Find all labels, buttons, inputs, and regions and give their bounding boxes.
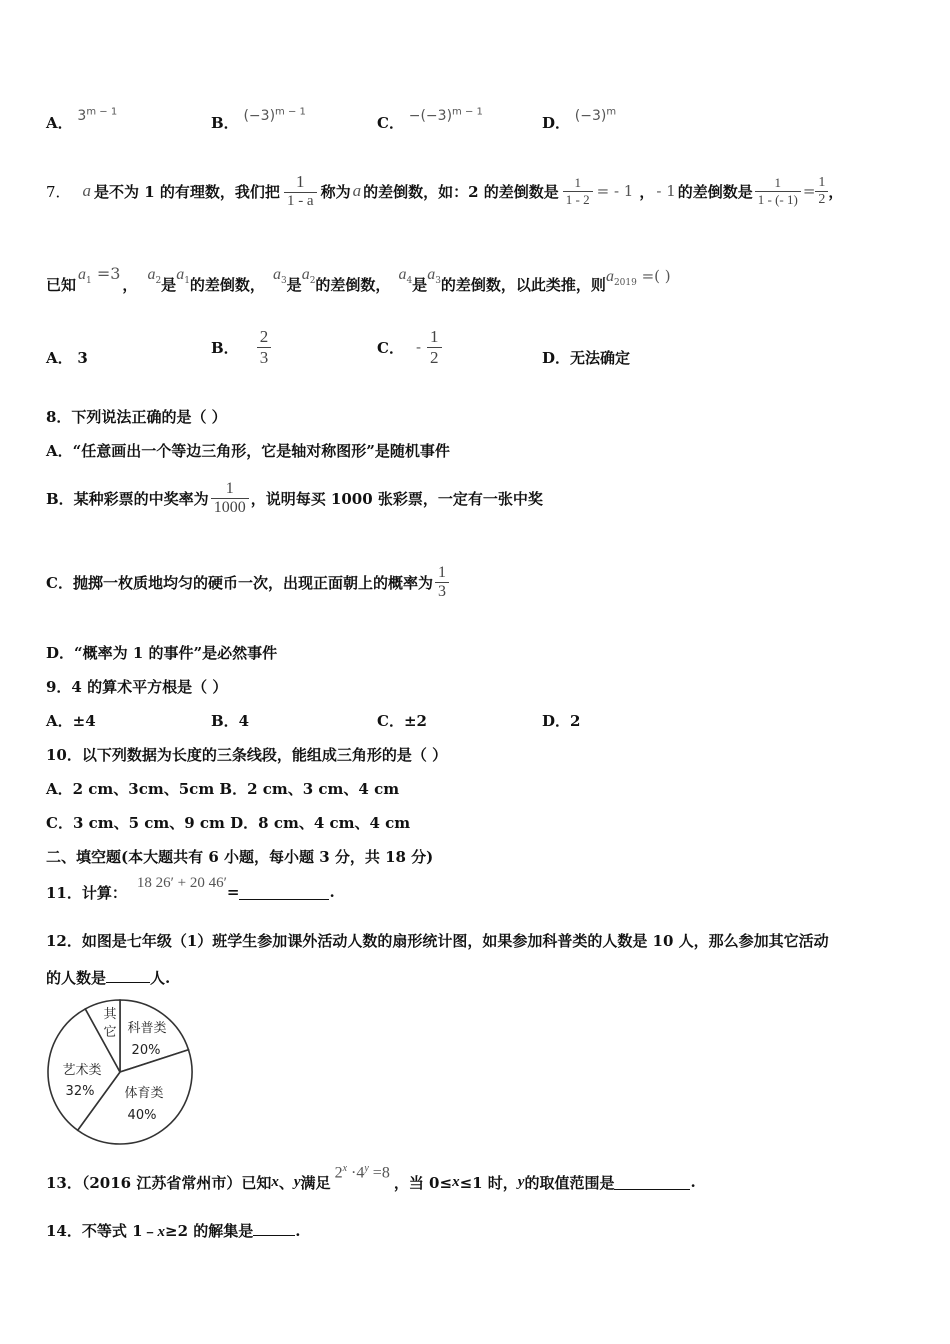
q7-fraction-2: $\frac{1}{1 - 2}$: [563, 175, 593, 208]
q7-option-b: B． $\frac{2}{3}$: [211, 322, 271, 372]
q6-option-b: B． $(-3)^{m - 1}$: [211, 106, 306, 132]
q11: 11．计算： 18 26′ + 20 46′ = .: [46, 874, 335, 902]
q10-options-cd: C．3 cm、5 cm、9 cm D．8 cm、4 cm、4 cm: [46, 814, 411, 832]
pie-label-science-pct: 20%: [131, 1043, 161, 1058]
pie-label-art-pct: 32%: [65, 1084, 95, 1099]
q6-option-c: C． $-(-3)^{m - 1}$: [377, 106, 483, 132]
q7-fraction-1: $\frac{1}{1 - a}$: [284, 172, 317, 210]
q14: 14．不等式 1﹣x≥2 的解集是 .: [46, 1222, 301, 1240]
q8-option-d: D．“概率为 1 的事件”是必然事件: [46, 644, 278, 662]
q9-option-c: C．±2: [377, 712, 427, 730]
q9-option-b: B．4: [211, 712, 250, 730]
pie-label-other-2: 它: [103, 1025, 117, 1040]
q7-fraction-3: $\frac{1}{1 - (- 1)}$: [755, 175, 801, 208]
q7-stem-line1: 7． a 是不为 1 的有理数，我们把 $\frac{1}{1 - a}$ 称为 a 的差倒数，如：2 的差倒数是 $\frac{1}{1 - 2}$ = - 1 ， - 1 的差倒数是 $\frac{1}{1 - (- 1)}$ = $\frac{1}{2}$ ，: [46, 172, 844, 209]
pie-label-sport-pct: 40%: [127, 1108, 157, 1123]
q7-option-d: D．无法确定: [542, 349, 631, 367]
q12-answer-blank[interactable]: [106, 968, 150, 983]
q9-option-d: D．2: [542, 712, 581, 730]
q8-stem: 8．下列说法正确的是（ ）: [46, 408, 227, 426]
q7-option-a: A． 3: [46, 349, 88, 367]
q13-answer-blank[interactable]: [614, 1175, 690, 1190]
q12-line1: 12．如图是七年级（1）班学生参加课外活动人数的扇形统计图，如果参加科普类的人数是 10 人，那么参加其它活动: [46, 932, 829, 950]
q7-fraction-4: $\frac{1}{2}$: [815, 175, 828, 208]
q9-option-a: A．±4: [46, 712, 96, 730]
q10-stem: 10．以下列数据为长度的三条线段，能组成三角形的是（ ）: [46, 746, 448, 764]
q12-line2: 的人数是 人.: [46, 969, 171, 987]
pie-label-sport: 体育类: [124, 1086, 164, 1101]
q7-stem-line2: 已知 $a_1 =3$ ， $a_2$ 是 $a_1$ 的差倒数， $a_3$ 是 $a_2$ 的差倒数， $a_4$ 是 $a_3$ 的差倒数，以此类推，则 $a_{2019}$ =( ): [46, 264, 671, 294]
pie-label-science: 科普类: [127, 1021, 167, 1036]
pie-chart: [44, 996, 200, 1148]
q14-answer-blank[interactable]: [253, 1221, 295, 1236]
q10-options-ab: A．2 cm、3cm、5cm B．2 cm、3 cm、4 cm: [46, 780, 400, 798]
q8-option-b: B．某种彩票的中奖率为 $\frac{1}{1000}$ ，说明每买 1000 张彩票，一定有一张中奖: [46, 479, 543, 516]
q9-stem: 9．4 的算术平方根是（ ）: [46, 678, 228, 696]
pie-label-art: 艺术类: [62, 1063, 102, 1078]
q6-option-d: D． $(-3)^m$: [542, 106, 617, 132]
q6-option-a: A． $3^{m - 1}$: [46, 106, 118, 132]
section-2-heading: 二、填空题(本大题共有 6 小题，每小题 3 分，共 18 分): [46, 848, 434, 866]
q11-answer-blank[interactable]: [239, 885, 329, 900]
q7-option-c: C． - $\frac{1}{2}$: [377, 322, 442, 372]
q13: 13．（2016 江苏省常州市）已知 x 、 y 满足 $2^x \cdot 4^y =8$ ，当 0≤ x ≤1 时， y 的取值范围是 .: [46, 1163, 696, 1192]
q8-option-c: C．抛掷一枚质地均匀的硬币一次，出现正面朝上的概率为 $\frac{1}{3}$: [46, 558, 451, 606]
pie-label-other-1: 其: [103, 1007, 117, 1022]
q8-option-a: A．“任意画出一个等边三角形，它是轴对称图形”是随机事件: [46, 442, 450, 460]
